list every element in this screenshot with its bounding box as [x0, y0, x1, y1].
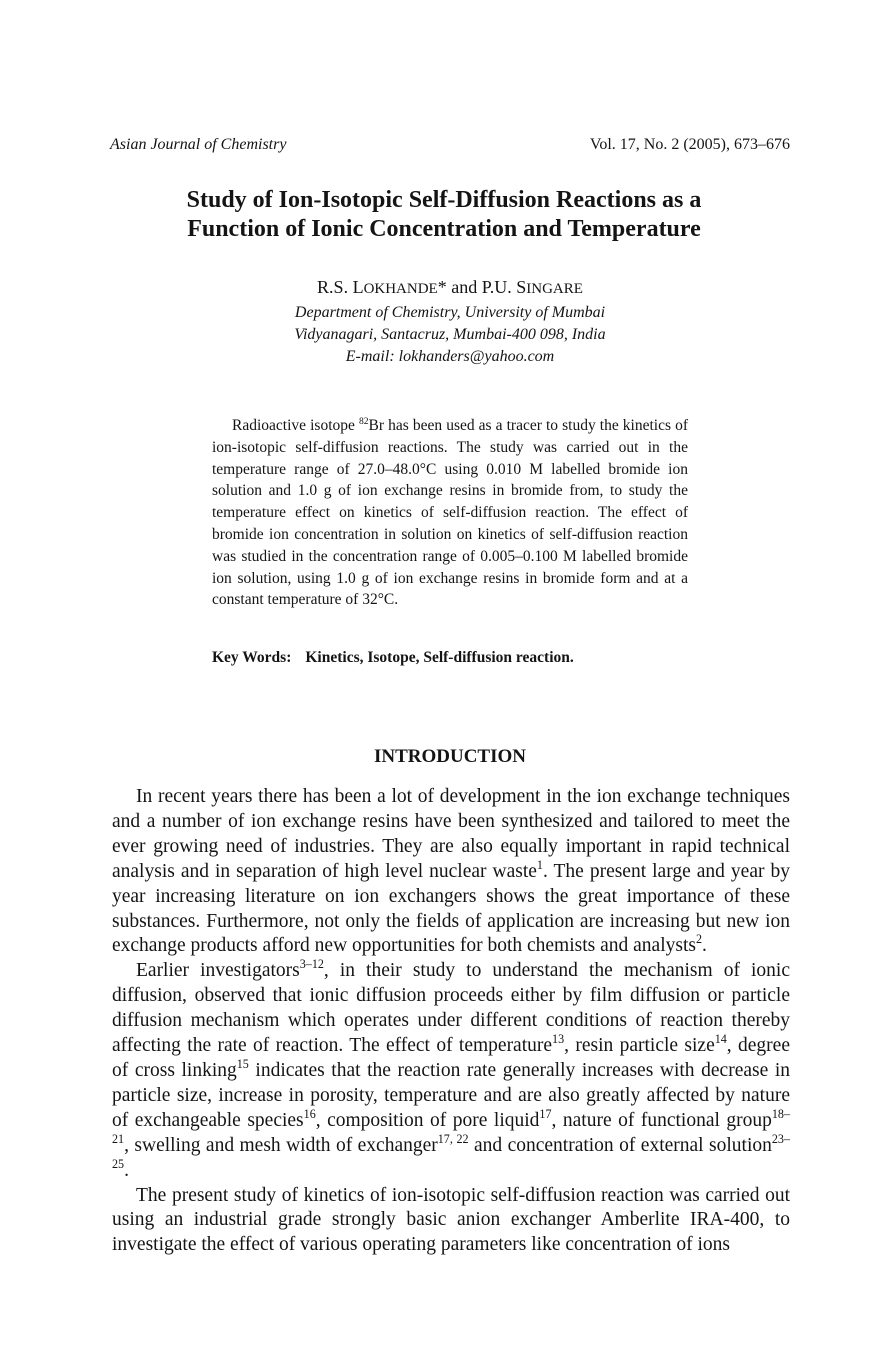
p2-text: indicates that the reaction rate generally increases with decrease in particle size, increase in porosity, temperature and are also greatly affected by nature of exchangeable species — [112, 1059, 790, 1131]
p1-text: In recent years there has been a lot of development in the ion exchange techniques and a number of ion exchange resins have been synthesized and tailored to meet the ever growing need of industries. They are also equally important in rapid technical analysis and in separation of high level nuclear waste — [112, 786, 790, 882]
keywords-label: Key Words: — [212, 649, 292, 666]
author-2-initials: P.U. S — [481, 277, 527, 297]
abstract-text-start: Radioactive isotope — [232, 417, 359, 434]
intro-paragraph-3 — [112, 1184, 790, 1259]
p2-text: , swelling and mesh width of exchanger — [124, 1134, 438, 1156]
p2-text: . — [124, 1159, 129, 1181]
title-line-2: Function of Ionic Concentration and Temperature — [187, 216, 701, 242]
intro-paragraph-1 — [112, 785, 790, 959]
running-head — [110, 136, 790, 160]
affiliation-email: E-mail: lokhanders@yahoo.com — [345, 348, 555, 365]
citation-ref: 3–12 — [299, 957, 324, 972]
p2-text: Earlier investigators — [136, 960, 300, 982]
author-joiner: and — [446, 277, 482, 297]
p2-text: , in their study to understand the mechanism of ionic diffusion, observed that ionic diffusion proceeds either by film diffusion or particle diffusion mechanism which operates under different conditions of reaction thereby affecting the rate of reaction. The effect of temperature — [112, 960, 790, 1057]
citation-ref: 13 — [552, 1032, 565, 1047]
corresponding-mark: * — [437, 277, 447, 297]
p2-text: , degree of cross linking — [112, 1035, 790, 1081]
citation-ref: 1 — [536, 857, 543, 872]
title-line-1: Study of Ion-Isotopic Self-Diffusion Reactions as a — [186, 187, 702, 213]
p2-text: , resin particle size — [564, 1035, 715, 1057]
citation-ref: 2 — [695, 932, 702, 947]
author-2-surname: INGARE — [526, 281, 583, 297]
citation-ref: 18–21 — [112, 1106, 791, 1146]
isotope-mass-number: 82 — [358, 415, 369, 427]
volume-info: Vol. 17, No. 2 (2005), 673–676 — [589, 136, 790, 153]
citation-ref: 16 — [303, 1106, 316, 1121]
abstract — [212, 415, 688, 611]
p2-text: , composition of pore liquid — [315, 1109, 540, 1131]
abstract-paragraph — [212, 415, 688, 611]
keywords-text: Kinetics, Isotope, Self-diffusion reaction. — [305, 649, 574, 666]
keywords — [212, 649, 732, 667]
introduction-body — [112, 785, 790, 1258]
paper-title — [60, 186, 828, 244]
citation-ref: 17 — [539, 1106, 552, 1121]
affiliation-line-1: Department of Chemistry, University of Mumbai — [294, 304, 606, 321]
p1-text: . — [702, 935, 707, 957]
author-list — [100, 277, 800, 298]
author-1-surname: OKHANDE — [363, 281, 438, 297]
abstract-text-rest: Br has been used as a tracer to study the kinetics of ion-isotopic self-diffusion reactions. The study was carried out in the temperature range of 27.0–48.0°C using 0.010 M labelled bromide ion solution and 1.0 g of ion exchange resins in bromide from, to study the temperature effect on kinetics of self-diffusion reaction. The effect of bromide ion concentration in solution on kinetics of self-diffusion reaction was studied in the concentration range of 0.005–0.100 M labelled bromide ion solution, using 1.0 g of ion exchange resins in bromide form and at a constant temperature of 32°C. — [212, 417, 688, 609]
affiliation-line-2: Vidyanagari, Santacruz, Mumbai-400 098, India — [294, 326, 606, 343]
citation-ref: 23–25 — [112, 1131, 791, 1171]
intro-paragraph-2 — [112, 959, 790, 1183]
p1-text: . The present large and year by year increasing literature on ion exchangers shows the great importance of these substances. Furthermore, not only the fields of application are increasing but new ion exchange products afford new opportunities for both chemists and analysts — [112, 860, 790, 957]
p2-text: , nature of functional group — [551, 1109, 772, 1131]
section-heading-introduction: INTRODUCTION — [373, 746, 527, 767]
author-1-initials: R.S. L — [317, 277, 364, 297]
citation-ref: 17, 22 — [437, 1131, 469, 1146]
journal-name: Asian Journal of Chemistry — [110, 136, 287, 153]
citation-ref: 15 — [236, 1057, 249, 1072]
affiliation — [100, 302, 800, 368]
p3-text: The present study of kinetics of ion-isotopic self-diffusion reaction was carried out using an industrial grade strongly basic anion exchanger Amberlite IRA-400, to investigate the effect of various operating parameters like concentration of ions — [112, 1184, 790, 1256]
citation-ref: 14 — [714, 1032, 727, 1047]
p2-text: and concentration of external solution — [468, 1134, 772, 1156]
